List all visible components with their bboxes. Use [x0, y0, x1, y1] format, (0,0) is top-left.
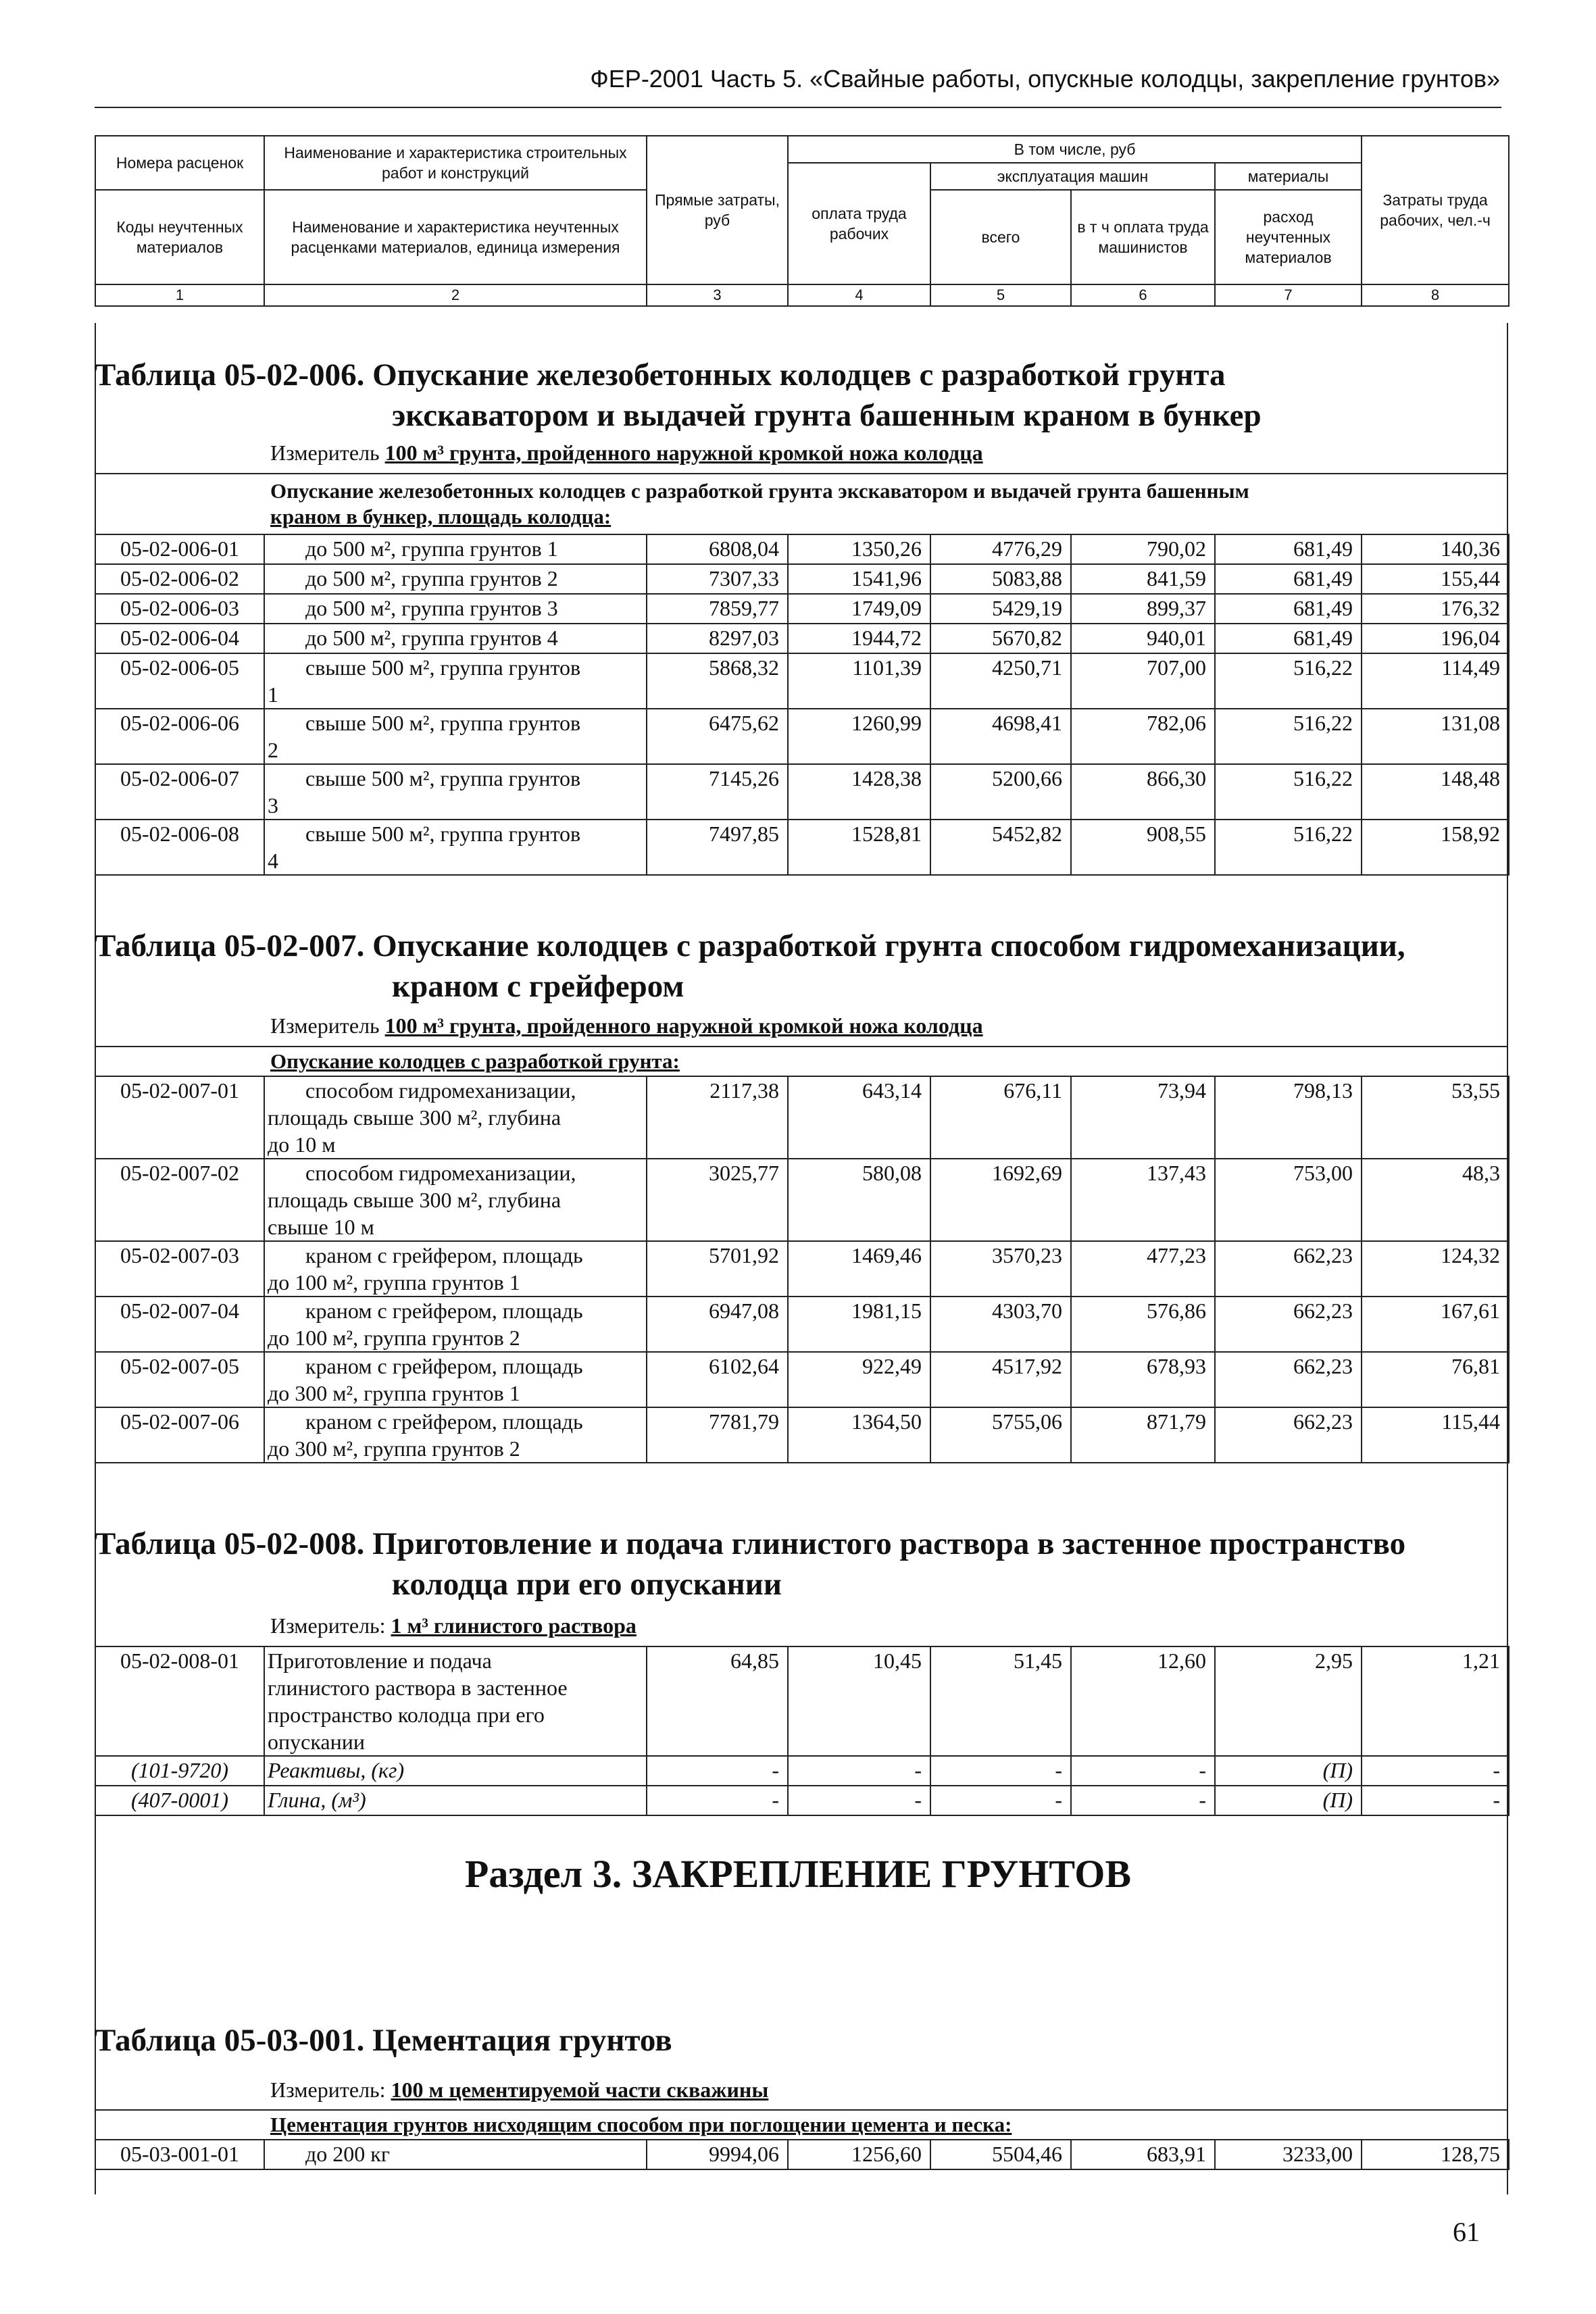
materials: (П)	[1215, 1786, 1362, 1815]
worker-pay: 1981,15	[788, 1297, 930, 1352]
header-operator-pay: в т ч оплата труда машинистов	[1071, 190, 1215, 284]
rate-code: 05-02-006-03	[95, 594, 264, 624]
materials: 516,22	[1215, 820, 1362, 875]
direct-costs: 5701,92	[647, 1241, 788, 1297]
header-work-name: Наименование и характеристика строительных работ и конструкций	[264, 136, 647, 190]
table-row	[95, 624, 1509, 653]
machines-total: 4776,29	[930, 534, 1071, 564]
header-labor-costs: Затраты труда рабочих, чел.-ч	[1362, 136, 1509, 284]
labor-costs: 196,04	[1362, 624, 1509, 653]
machines-total: 5504,46	[930, 2140, 1071, 2169]
operator-pay: 866,30	[1071, 764, 1215, 820]
labor-costs: 48,3	[1362, 1159, 1509, 1241]
labor-costs: -	[1362, 1786, 1509, 1815]
worker-pay: 1350,26	[788, 534, 930, 564]
worker-pay: 1749,09	[788, 594, 930, 624]
materials: 516,22	[1215, 709, 1362, 764]
machines-total: -	[930, 1756, 1071, 1786]
table-row	[95, 709, 1509, 764]
machines-total: 1692,69	[930, 1159, 1071, 1241]
material-code: (407-0001)	[95, 1786, 264, 1815]
labor-costs: 167,61	[1362, 1297, 1509, 1352]
materials: 681,49	[1215, 624, 1362, 653]
direct-costs: 7859,77	[647, 594, 788, 624]
table-008-title: Таблица 05-02-008. Приготовление и подача глинистого раствора в застенное пространство колодца при его опускании	[95, 1526, 1406, 1602]
operator-pay: 790,02	[1071, 534, 1215, 564]
operator-pay: 707,00	[1071, 653, 1215, 709]
table-006-title: Таблица 05-02-006. Опускание железобетонных колодцев с разработкой грунта экскаватором и выдачей грунта башенным краном в бункер	[95, 357, 1262, 433]
header-col-number: 5	[930, 284, 1071, 306]
direct-costs: 9994,06	[647, 2140, 788, 2169]
direct-costs: -	[647, 1756, 788, 1786]
worker-pay: -	[788, 1756, 930, 1786]
worker-pay: 1541,96	[788, 564, 930, 594]
table-row	[95, 534, 1509, 564]
direct-costs: 6475,62	[647, 709, 788, 764]
header-material-codes: Коды неучтенных материалов	[95, 190, 264, 284]
work-description: способом гидромеханизации, площадь свыше 300 м², глубина до 10 м	[264, 1076, 647, 1159]
header-rate-number: Номера расценок	[95, 136, 264, 190]
rate-code: 05-02-006-01	[95, 534, 264, 564]
worker-pay: 1469,46	[788, 1241, 930, 1297]
direct-costs: 7307,33	[647, 564, 788, 594]
table-row	[95, 820, 1509, 875]
operator-pay: 73,94	[1071, 1076, 1215, 1159]
labor-costs: 128,75	[1362, 2140, 1509, 2169]
column-header-table	[95, 135, 1510, 307]
materials: 662,23	[1215, 1241, 1362, 1297]
machines-total: 3570,23	[930, 1241, 1071, 1297]
materials: (П)	[1215, 1756, 1362, 1786]
material-row	[95, 1786, 1509, 1815]
material-code: (101-9720)	[95, 1756, 264, 1786]
operator-pay: -	[1071, 1786, 1215, 1815]
rate-code: 05-02-008-01	[95, 1646, 264, 1756]
table-row	[95, 1407, 1509, 1463]
machines-total: 5083,88	[930, 564, 1071, 594]
table-301-rule	[95, 2109, 1508, 2111]
materials: 662,23	[1215, 1352, 1362, 1407]
table-row	[95, 564, 1509, 594]
machines-total: 5755,06	[930, 1407, 1071, 1463]
table-301-measure: Измеритель: 100 м цементируемой части скважины	[270, 2078, 769, 2102]
table-006-subtitle: Опускание железобетонных колодцев с разработкой грунта экскаватором и выдачей грунта башенным краном в бункер, площадь колодца:	[270, 479, 1249, 528]
rate-code: 05-02-007-04	[95, 1297, 264, 1352]
machines-total: 676,11	[930, 1076, 1071, 1159]
worker-pay: 922,49	[788, 1352, 930, 1407]
header-materials: материалы	[1215, 163, 1362, 190]
table-008	[95, 1646, 1510, 1816]
rate-code: 05-02-006-07	[95, 764, 264, 820]
header-col-number: 6	[1071, 284, 1215, 306]
header-material-names: Наименование и характеристика неучтенных расценками материалов, единица измерения	[264, 190, 647, 284]
worker-pay: 1944,72	[788, 624, 930, 653]
worker-pay: 1428,38	[788, 764, 930, 820]
header-col-number: 7	[1215, 284, 1362, 306]
labor-costs: 140,36	[1362, 534, 1509, 564]
table-008-measure: Измеритель: 1 м³ глинистого раствора	[270, 1613, 637, 1638]
labor-costs: -	[1362, 1756, 1509, 1786]
work-description: до 500 м², группа грунтов 3	[264, 594, 647, 624]
worker-pay: 580,08	[788, 1159, 930, 1241]
rate-code: 05-02-006-08	[95, 820, 264, 875]
worker-pay: 1260,99	[788, 709, 930, 764]
table-006-measure: Измеритель 100 м³ грунта, пройденного наружной кромкой ножа колодца	[270, 441, 983, 465]
machines-total: 5429,19	[930, 594, 1071, 624]
operator-pay: 12,60	[1071, 1646, 1215, 1756]
work-description: свыше 500 м², группа грунтов 2	[264, 709, 647, 764]
header-col-number: 8	[1362, 284, 1509, 306]
operator-pay: 841,59	[1071, 564, 1215, 594]
machines-total: 4517,92	[930, 1352, 1071, 1407]
material-name: Глина, (м³)	[264, 1786, 647, 1815]
page-number: 61	[1453, 2217, 1480, 2247]
labor-costs: 115,44	[1362, 1407, 1509, 1463]
header-unaccounted-materials: расход неучтенных материалов	[1215, 190, 1362, 284]
table-row	[95, 1297, 1509, 1352]
table-006	[95, 534, 1510, 876]
operator-pay: 683,91	[1071, 2140, 1215, 2169]
labor-costs: 155,44	[1362, 564, 1509, 594]
labor-costs: 158,92	[1362, 820, 1509, 875]
table-007-rule	[95, 1046, 1508, 1047]
header-machines-total: всего	[930, 190, 1071, 284]
rate-code: 05-02-007-01	[95, 1076, 264, 1159]
machines-total: 5452,82	[930, 820, 1071, 875]
machines-total: 5670,82	[930, 624, 1071, 653]
operator-pay: 908,55	[1071, 820, 1215, 875]
table-301-title: Таблица 05-03-001. Цементация грунтов	[95, 2023, 672, 2058]
machines-total: 4303,70	[930, 1297, 1071, 1352]
rate-code: 05-02-007-06	[95, 1407, 264, 1463]
table-007-measure: Измеритель 100 м³ грунта, пройденного наружной кромкой ножа колодца	[270, 1013, 983, 1038]
machines-total: 4698,41	[930, 709, 1071, 764]
rate-code: 05-02-007-03	[95, 1241, 264, 1297]
labor-costs: 114,49	[1362, 653, 1509, 709]
materials: 3233,00	[1215, 2140, 1362, 2169]
material-row	[95, 1756, 1509, 1786]
worker-pay: 1101,39	[788, 653, 930, 709]
rate-code: 05-02-006-04	[95, 624, 264, 653]
direct-costs: 5868,32	[647, 653, 788, 709]
machines-total: 5200,66	[930, 764, 1071, 820]
worker-pay: -	[788, 1786, 930, 1815]
materials: 2,95	[1215, 1646, 1362, 1756]
header-direct-costs: Прямые затраты, руб	[647, 136, 788, 284]
rate-code: 05-02-006-06	[95, 709, 264, 764]
rate-code: 05-02-007-05	[95, 1352, 264, 1407]
table-row	[95, 1076, 1509, 1159]
header-rule	[95, 107, 1501, 108]
direct-costs: 8297,03	[647, 624, 788, 653]
materials: 662,23	[1215, 1407, 1362, 1463]
table-row	[95, 653, 1509, 709]
rate-code: 05-02-006-05	[95, 653, 264, 709]
table-301-subtitle: Цементация грунтов нисходящим способом при поглощении цемента и песка:	[270, 2113, 1012, 2136]
work-description: свыше 500 м², группа грунтов 3	[264, 764, 647, 820]
worker-pay: 643,14	[788, 1076, 930, 1159]
operator-pay: 782,06	[1071, 709, 1215, 764]
labor-costs: 1,21	[1362, 1646, 1509, 1756]
header-including: В том числе, руб	[788, 136, 1362, 163]
operator-pay: 899,37	[1071, 594, 1215, 624]
work-description: до 500 м², группа грунтов 2	[264, 564, 647, 594]
header-col-number: 1	[95, 284, 264, 306]
header-col-number: 2	[264, 284, 647, 306]
work-description: способом гидромеханизации, площадь свыше 300 м², глубина свыше 10 м	[264, 1159, 647, 1241]
direct-costs: 7497,85	[647, 820, 788, 875]
operator-pay: 477,23	[1071, 1241, 1215, 1297]
work-description: краном с грейфером, площадь до 300 м², группа грунтов 1	[264, 1352, 647, 1407]
header-machine-operation: эксплуатация машин	[930, 163, 1215, 190]
materials: 798,13	[1215, 1076, 1362, 1159]
work-description: краном с грейфером, площадь до 300 м², группа грунтов 2	[264, 1407, 647, 1463]
table-row	[95, 1159, 1509, 1241]
work-description: до 200 кг	[264, 2140, 647, 2169]
operator-pay: 678,93	[1071, 1352, 1215, 1407]
materials: 681,49	[1215, 534, 1362, 564]
worker-pay: 1528,81	[788, 820, 930, 875]
direct-costs: 6947,08	[647, 1297, 788, 1352]
header-col-number: 3	[647, 284, 788, 306]
table-007-title: Таблица 05-02-007. Опускание колодцев с разработкой грунта способом гидромеханизации, краном с грейфером	[95, 928, 1405, 1004]
table-007-subtitle: Опускание колодцев с разработкой грунта:	[270, 1049, 680, 1073]
materials: 662,23	[1215, 1297, 1362, 1352]
table-007	[95, 1076, 1510, 1463]
material-name: Реактивы, (кг)	[264, 1756, 647, 1786]
work-description: краном с грейфером, площадь до 100 м², группа грунтов 2	[264, 1297, 647, 1352]
direct-costs: 64,85	[647, 1646, 788, 1756]
operator-pay: 940,01	[1071, 624, 1215, 653]
machines-total: 51,45	[930, 1646, 1071, 1756]
section-title: Раздел 3. ЗАКРЕПЛЕНИЕ ГРУНТОВ	[464, 1852, 1132, 1896]
table-row	[95, 594, 1509, 624]
labor-costs: 124,32	[1362, 1241, 1509, 1297]
rate-code: 05-03-001-01	[95, 2140, 264, 2169]
header-worker-pay: оплата труда рабочих	[788, 163, 930, 284]
worker-pay: 1364,50	[788, 1407, 930, 1463]
work-description: до 500 м², группа грунтов 4	[264, 624, 647, 653]
table-row	[95, 1352, 1509, 1407]
rate-code: 05-02-006-02	[95, 564, 264, 594]
labor-costs: 53,55	[1362, 1076, 1509, 1159]
table-row	[95, 2140, 1509, 2169]
table-row	[95, 1241, 1509, 1297]
header-col-number: 4	[788, 284, 930, 306]
work-description: свыше 500 м², группа грунтов 1	[264, 653, 647, 709]
running-head: ФЕР-2001 Часть 5. «Свайные работы, опускные колодцы, закрепление грунтов»	[590, 65, 1500, 93]
work-description: до 500 м², группа грунтов 1	[264, 534, 647, 564]
work-description: краном с грейфером, площадь до 100 м², группа грунтов 1	[264, 1241, 647, 1297]
worker-pay: 1256,60	[788, 2140, 930, 2169]
table-row	[95, 1646, 1509, 1756]
materials: 516,22	[1215, 653, 1362, 709]
rate-code: 05-02-007-02	[95, 1159, 264, 1241]
labor-costs: 76,81	[1362, 1352, 1509, 1407]
direct-costs: 3025,77	[647, 1159, 788, 1241]
direct-costs: 2117,38	[647, 1076, 788, 1159]
labor-costs: 131,08	[1362, 709, 1509, 764]
work-description: свыше 500 м², группа грунтов 4	[264, 820, 647, 875]
labor-costs: 148,48	[1362, 764, 1509, 820]
direct-costs: 7781,79	[647, 1407, 788, 1463]
materials: 516,22	[1215, 764, 1362, 820]
table-006-rule	[95, 473, 1508, 474]
operator-pay: 576,86	[1071, 1297, 1215, 1352]
labor-costs: 176,32	[1362, 594, 1509, 624]
operator-pay: 871,79	[1071, 1407, 1215, 1463]
machines-total: 4250,71	[930, 653, 1071, 709]
materials: 681,49	[1215, 564, 1362, 594]
work-description: Приготовление и подача глинистого раствора в застенное пространство колодца при его опускании	[264, 1646, 647, 1756]
direct-costs: 6808,04	[647, 534, 788, 564]
operator-pay: -	[1071, 1756, 1215, 1786]
operator-pay: 137,43	[1071, 1159, 1215, 1241]
materials: 753,00	[1215, 1159, 1362, 1241]
table-row	[95, 764, 1509, 820]
direct-costs: 7145,26	[647, 764, 788, 820]
worker-pay: 10,45	[788, 1646, 930, 1756]
table-301	[95, 2139, 1510, 2170]
machines-total: -	[930, 1786, 1071, 1815]
materials: 681,49	[1215, 594, 1362, 624]
direct-costs: -	[647, 1786, 788, 1815]
direct-costs: 6102,64	[647, 1352, 788, 1407]
